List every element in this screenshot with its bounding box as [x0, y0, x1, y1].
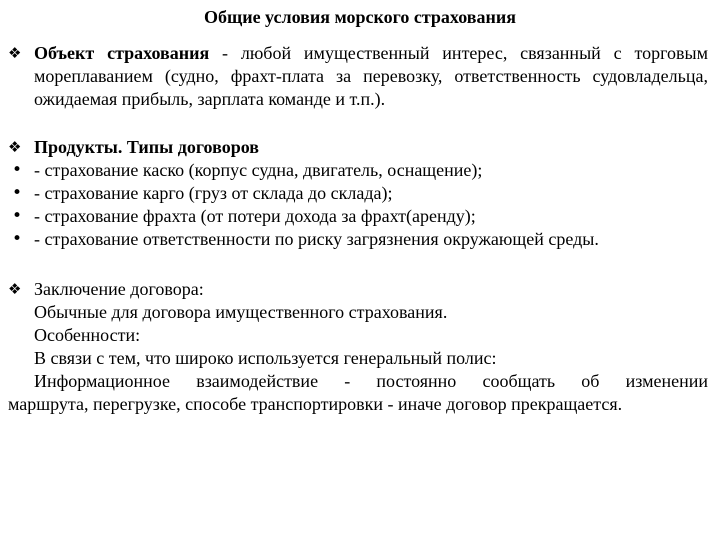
list-item-text: - страхование фрахта (от потери дохода за фрахт(аренду); — [34, 206, 476, 226]
list-item-text: - страхование ответственности по риску загрязнения окружающей среды. — [34, 229, 599, 249]
contract-heading: Заключение договора: — [34, 279, 204, 299]
dot-bullet-icon: • — [12, 206, 23, 226]
contract-line: Обычные для договора имущественного страхования. — [34, 302, 448, 322]
dot-bullet-icon: • — [12, 160, 23, 180]
list-item-text: - страхование карго (груз от склада до склада); — [34, 183, 393, 203]
list-item — [8, 159, 708, 182]
object-text: - любой имущественный интерес, связанный с торговым мореплаванием (судно, фрахт-плата за перевозку, ответственность судовладельца, ожидаемая прибыль, зарплата команде и т.п.). — [34, 43, 708, 109]
diamond-bullet-icon: ❖ — [8, 138, 22, 156]
contract-line: Информационное взаимодействие - постоянно сообщать об изменении — [34, 371, 708, 391]
object-paragraph — [8, 42, 708, 111]
list-item — [8, 182, 708, 205]
contract-line: маршрута, перегрузке, способе транспортировки - иначе договор прекращается. — [8, 394, 623, 414]
page-title: Общие условия морского страхования — [204, 7, 516, 27]
dot-bullet-icon: • — [12, 229, 23, 249]
contract-heading-row — [8, 278, 708, 301]
list-item — [8, 228, 708, 251]
section-contract — [8, 278, 708, 416]
products-heading-row — [8, 136, 708, 159]
list-item — [8, 205, 708, 228]
diamond-bullet-icon: ❖ — [8, 44, 22, 62]
object-heading: Объект страхования — [34, 43, 210, 63]
section-products — [8, 136, 708, 251]
diamond-bullet-icon: ❖ — [8, 280, 22, 298]
dot-bullet-icon: • — [12, 183, 23, 203]
contract-line: Особенности: — [34, 325, 141, 345]
contract-line: В связи с тем, что широко используется генеральный полис: — [34, 348, 497, 368]
products-heading: Продукты. Типы договоров — [34, 137, 259, 157]
section-object — [8, 42, 708, 111]
list-item-text: - страхование каско (корпус судна, двигатель, оснащение); — [34, 160, 483, 180]
